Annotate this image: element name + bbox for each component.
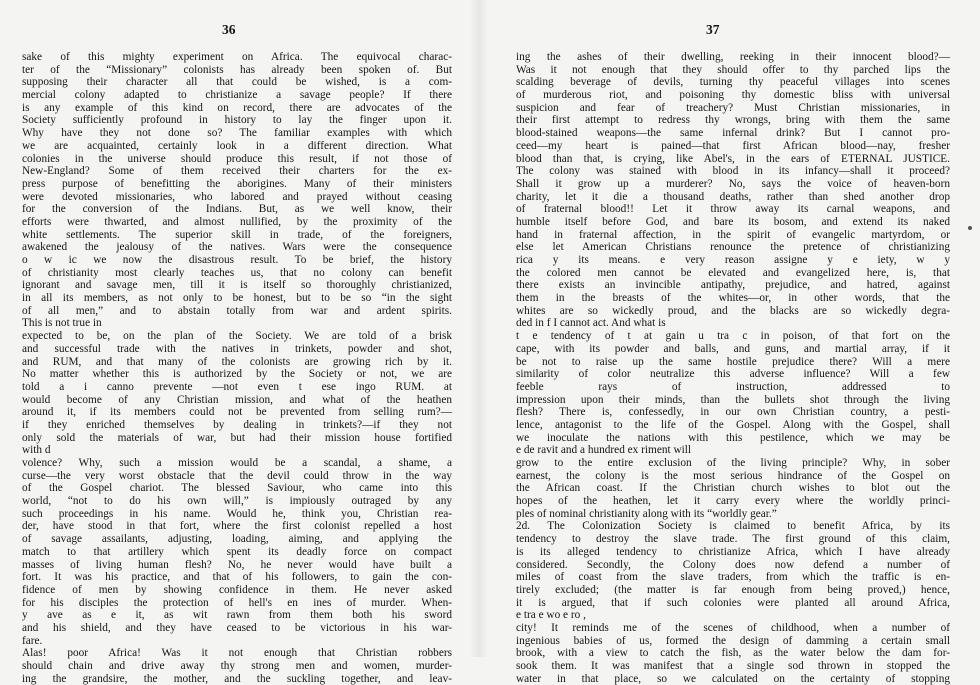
text-line: awakened the jealousy of the natives. Wars were the consequence [22, 241, 452, 254]
text-line: fidence of men by showing confidence in them. He never asked [22, 583, 452, 596]
text-line: blood-stained weapons—the same infernal drink? But I cannot pro- [516, 127, 950, 140]
text-line: rica y its means. e very reason assigne y e iety, w y [516, 254, 950, 266]
text-line: tendency to destroy the slave trade. The first ground of this claim, [516, 533, 950, 546]
text-line: t e tendency of t at gain u tra c in poison, of that fort on the [516, 330, 950, 343]
text-line: world, “not to do his own will,” is impiously outraged by any [22, 495, 452, 508]
text-line: ingenious babies of us, formed the design of damming a certain small [516, 634, 950, 647]
text-line: only sold the materials of war, but had their mission house fortified [22, 431, 452, 444]
text-line: blood than that, is crying, like Abel's, in the ears of ETERNAL JUSTICE. [516, 152, 950, 165]
text-line: colonies in the universe should produce this result, if not those of [22, 152, 452, 165]
text-line: of the Gospel chariot. The blessed Saviour, who came into this [22, 482, 452, 495]
right-page [496, 0, 958, 685]
text-line: for the conversion of the Indians. But, as we well know, their [22, 203, 452, 216]
text-line: their first attempt to redress thy wrongs, bring with them the same [516, 114, 950, 127]
text-line: and successful trade with the natives in trinkets, powder and shot, [22, 342, 452, 355]
text-line: lence, antagonist to the life of the Gospel. Along with the Gospel, shall [516, 418, 950, 431]
text-line: Society sufficiently profound in history to lay the finger upon it. [22, 114, 452, 127]
text-line: would become of any Christian mission, and what of the heathen [22, 393, 452, 406]
text-line: around it, if its members could not be prevented from selling rum?— [22, 406, 452, 419]
text-line: Shall it grow up a murderer? No, says the voice of heaven-born [516, 177, 950, 190]
page-number: 36 [222, 22, 236, 37]
text-line: Alas! poor Africa! Was it not enough that Christian robbers [22, 647, 452, 660]
text-line: brook, with a view to catch the fish, as the water below the dam for- [516, 647, 950, 660]
text-line: and RUM, and that many of the colonists are growing rich by it. [22, 355, 452, 368]
text-line: The colony was stained with blood in its infancy—shall it proceed? [516, 165, 950, 178]
text-line: ceed—my heart is pained—that first African blood—nay, fresher [516, 139, 950, 152]
text-line: curse—the very worst obstacle that the devil could throw in the way [22, 469, 452, 482]
text-line: hand in fraternal affection, in the spirit of evangelic martyrdom, or [516, 228, 950, 241]
text-line: impression upon their minds, than the bullets shot through the living [516, 393, 950, 406]
text-line: such proceedings in his name. Would he, think you, Christian rea- [22, 507, 452, 520]
text-line: Why have they not done so? The familiar examples with which [22, 127, 452, 140]
text-line: ded in f I cannot act. And what is [516, 317, 666, 330]
text-line: of savage assailants, adjusting, loading, aiming, and applying the [22, 533, 452, 546]
text-line: else let American Christians renounce the pretence of christianizing [516, 241, 950, 254]
text-line: ples of nominal christianity along with its “worldly gear.” [516, 507, 777, 520]
text-line: ignorant and savage men, till it is itself so thoroughly christianized, [22, 279, 452, 292]
text-line: white settlements. The superior skill in trade, of the foreigners, [22, 228, 452, 241]
text-line: fort. It was his practice, and that of his followers, to gain the con- [22, 571, 452, 584]
text-line: of murderous riot, and poisoning thy domestic bliss with universal [516, 89, 950, 102]
text-line: e tra e wo e ro , [516, 609, 586, 622]
text-line: No matter whether this is authorized by the Society or not, we are [22, 368, 452, 381]
text-line: ter of the “Missionary” colonists has already been spoken of. But [22, 63, 452, 76]
text-line: New-England? Some of them received their charters for the ex- [22, 165, 452, 178]
text-line: charity, let it die a thousand deaths, rather than shed another drop [516, 190, 950, 203]
text-line: should chain and drive away thy strong men and women, murder- [22, 660, 452, 672]
text-line: were devoted missionaries, who labored and prayed without ceasing [22, 190, 452, 203]
text-line: humble itself before God, and bare its bosom, and extend its naked [516, 215, 950, 228]
text-line: der, have stood in that fort, where the first colonist repelled a host [22, 520, 452, 533]
text-line: water in that place, so we calculated on the certainty of stopping [516, 672, 950, 685]
text-line: miles of coast from the slave traders, from which the traffic is en- [516, 571, 950, 584]
text-line: ing the grandsire, the mother, and the suckling together, and leav- [22, 672, 452, 685]
text-line: of all men,” and to abstain totally from war and ardent spirits. [22, 304, 452, 317]
text-line: expected to be, on the plan of the Society. We are told of a brisk [22, 330, 452, 343]
text-line: there exists an invincible antipathy, prejudice, and hatred, against [516, 279, 950, 292]
text-line: y ave as e it, as wit rawn from them both his sword [22, 609, 452, 622]
left-page-text [22, 51, 452, 685]
text-line: cape, with its powder and balls, and guns, and martial array, if it [516, 342, 950, 355]
text-line: e de ravit and a hundred ex riment will [516, 444, 692, 457]
text-line: earnest, the colony is the most serious hindrance of the Gospel on [516, 469, 950, 482]
text-line: we inoculate the nations with this pestilence, which we may be [516, 431, 950, 444]
text-line: efforts were thwarted, and almost nullified, by the proximity of the [22, 215, 452, 228]
text-line: feeble rays of instruction, addressed to [516, 380, 950, 393]
text-line: and his shield, and they have ceased to be victorious in his war- [22, 621, 452, 634]
text-line: for his disciples the protection of hell's en ines of murder. When- [22, 596, 452, 609]
text-line: mercial colony adapted to christianize a savage people? If there [22, 89, 452, 102]
text-line: o w ic we now the disastrous result. To be brief, the history [22, 254, 452, 266]
text-line: with d [22, 444, 51, 457]
text-line: whites are so wickedly proud, and the blacks are so wickedly degra- [516, 304, 950, 317]
text-line: if they enriched themselves by dealing in trinkets?—if they not [22, 418, 452, 431]
book-gutter [470, 0, 488, 657]
text-line: hopes of the heathen, let it carry every where the worldly princi- [516, 495, 950, 508]
text-line: in all its members, as not only to be honest, but to be so “in the sight [22, 292, 452, 305]
text-line: them in the breasts of the whites—or, in other words, that the [516, 292, 950, 305]
text-line: grow to the entire exclusion of the living principle? Why, in sober [516, 457, 950, 469]
left-page [0, 0, 462, 685]
text-line: considered. Secondly, the Colony does now defend a number of [516, 558, 950, 571]
text-line: suspicion and fear of treachery? Must Christian missionaries, in [516, 101, 950, 114]
margin-mark [968, 226, 972, 230]
text-line: of fraternal blood!! Let it throw away its carnal weapons, and [516, 203, 950, 216]
text-line: sook them. It was manifest that a single sod thrown in stopped the [516, 660, 950, 672]
page-number: 37 [706, 22, 720, 37]
text-line: the African coast. If the Christian church wishes to blot out the [516, 482, 950, 495]
text-line: sake of this mighty experiment on Africa. The equivocal charac- [22, 51, 452, 63]
right-page-text [516, 51, 950, 685]
text-line: similarity of color neutralize this adverse influence? Will a few [516, 368, 950, 381]
text-line: supposing their character all that could be wished, is a com- [22, 76, 452, 89]
text-line: This is not true in [22, 317, 102, 330]
text-line: tirely excluded; (the matter is far enough from being proved,) hence, [516, 583, 950, 596]
text-line: volence? Why, such a mission would be a scandal, a shame, a [22, 457, 452, 469]
text-line: Was it not enough that they should offer to thy parched lips the [516, 63, 950, 76]
text-line: fare. [22, 634, 43, 647]
text-line: told a i canno prevente —not even t ese ingo RUM. at [22, 380, 452, 393]
text-line: be not to raise up the same hostile prejudice there? Will a mere [516, 355, 950, 368]
text-line: city! It reminds me of the scenes of childhood, when a number of [516, 621, 950, 634]
text-line: 2d. The Colonization Society is claimed to benefit Africa, by its [516, 520, 950, 533]
text-line: press purpose of benefitting the aborigines. Many of their ministers [22, 177, 452, 190]
text-line: masses of living human flesh? No, he never would have built a [22, 558, 452, 571]
text-line: flesh? There is, confessedly, in our own Christian country, a pesti- [516, 406, 950, 419]
text-line: we are acquainted, certainly look in a different direction. What [22, 139, 452, 152]
text-line: is its alleged tendency to christianize Africa, which I have already [516, 545, 950, 558]
text-line: match to that artillery which spent its deadly force on compact [22, 545, 452, 558]
text-line: ing the ashes of their dwelling, reeking in their innocent blood?— [516, 51, 950, 63]
text-line: the colored men cannot be elevated and evangelized here, is, that [516, 266, 950, 279]
text-line: it is argued, that if such colonies were planted all around Africa, [516, 596, 950, 609]
text-line: scalding beverage of devils, turning thy peaceful villages into scenes [516, 76, 950, 89]
text-line: is any example of this kind on record, there are advocates of the [22, 101, 452, 114]
text-line: of christianity most clearly teaches us, that no colony can benefit [22, 266, 452, 279]
